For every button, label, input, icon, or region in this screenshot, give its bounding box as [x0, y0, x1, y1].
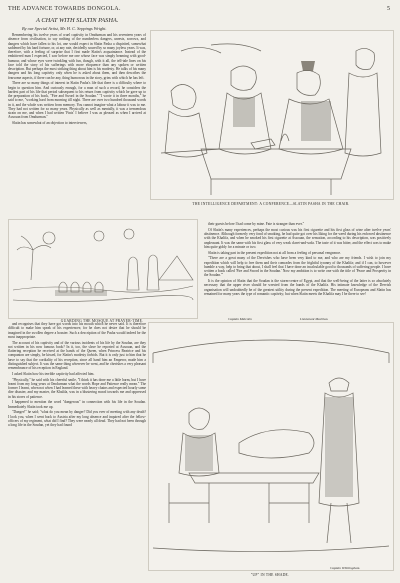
paragraph: I happened to mention the word "dangerous" in connection with his life in the Soudan. Immediately Slatin took me up.	[8, 400, 146, 409]
paragraph: Remembering his twelve years of cruel captivity in Omdurman and his seventeen years of absence from civilisation, to say nothing of the numberless dangers, unrests, sorrows, and dangers which have fallen to his lot, one would expect in Slatin Pasha a dispirited, somewhat saddened by his hard fortune, or, at any rate, decidedly soured by so many joyless years. It was, therefore, with a feeling of surprise that I first made Slatin's acquaintance. Instead of the embittered man I expected, I saw before me one whose face was simply beaming with good-humour, and whose eyes were twinkling with fun, though, with it all, the tell-tale lines on his face told the story of his sufferings with more eloquence than any spoken or written description. But perhaps the most striking thing about him is his modesty. He talks of his many dangers and his long captivity only when he is asked about them, and then describes the fearsome aspects, if there can be any, thing humorous in the story, grins with which he has left.	[8, 33, 146, 80]
figure-label-right: Lieutenant Machlan.	[300, 317, 329, 321]
mosque-sketch	[9, 220, 197, 318]
article-column-right	[204, 222, 391, 312]
article-title: A CHAT WITH SLATIN PASHA.	[36, 17, 119, 24]
paragraph: "There are a great many of the Dervishes who have been very kind to me, and who are my friends. I wish to join my expedition which will help to free them and their comrades from the frightful tyranny of the Khalifa; and if I can, to however humble a way, help to bring that about, I shall feel that I have done an incalculable good to thousands of suffering people. I have written a book called 'Fire and Sword in the Soudan.' Now my ambition is to write one with the title of 'Peace and Prosperity in the Soudan.'"	[204, 256, 391, 278]
paragraph: Slatin has somewhat of an objection to interviewers,	[12, 121, 88, 125]
paragraph: It is the opinion of Slatin that the Soudan is the storm-centre of Egypt, and that the well-being of the latter is so absolutely necessary that the upper river should be wrested from the hands of the Khalifa. His intimate knowledge of the Dervish organisation will undoubtedly be of the greatest utility during the present expedition. The meeting of Europeans and Slatin has remained for many years the type of romantic captivity; but when Slatin meets the Khalifa may I be there to see!	[204, 279, 391, 296]
caption-up-in-the-shade: "UP" IN THE SHADE.	[250, 573, 290, 577]
paragraph: There are so many things of interest in Slatin Pasha's life that there is a difficulty where to begin to question him. And curiously enough, for a man of such a record, he considers the hardest part of his life that period subsequent to his return from captivity which he gave up to the preparation of his book, "Fire and Sword in the Soudan." "I wrote it in three months," he said to me, "working hard from morning till night. There are over two hundred thousand words in it, and the whole was written from memory. You cannot imagine what a labour it was to me. They had not written for so many years. Physically as well as mentally, it was a tremendous strain on me, and when I had written 'Finis' I believe I was as pleased as when I arrived at Assouan from Omdurman."	[8, 81, 146, 120]
illustration-conference	[150, 30, 394, 200]
conference-sketch	[151, 31, 393, 199]
caption-conference: THE INTELLIGENCE DEPARTMENT: A CONFERENCE—SLATIN PASHA IN THE CHAIR.	[192, 202, 350, 206]
paragraph: The account of his captivity and of the various incidents of his life by the Soudan, are they not written in his now famous book? In it, too, the slave he reported at Assouan, and the flattering reception he received at the hands of the Queen, when Princess Beatrice and his companion are simply, he kissed, for Slatin's modesty forbids. But it is only just to him that he have to say that the cordiality of his reception, since all hand him an Emperor, made him a distinguished subject. It was the same thing wherever he went, and he cherishes a very pleasant remembrance of his reception in England.	[8, 340, 146, 370]
shade-sketch	[149, 323, 393, 570]
figure-label-left: Captain Malcolm	[228, 317, 252, 321]
illustration-up-in-the-shade	[148, 322, 394, 571]
article-column-top-left	[8, 33, 146, 219]
paragraph: their guests before I had come by mine. Fate is stranger than ever."	[208, 222, 305, 226]
caption-mosque-guard: GUARDING THE MOSQUE AT PRAYER-TIME.	[60, 319, 144, 323]
article-column-bottom-left	[8, 322, 146, 554]
figure-label-bottom: Captain Whittingham.	[330, 566, 361, 570]
paragraph: and recognises that they have got words into his mouth which he never said. It is therefore difficult to make him speak of his experiences; for he does not desire that he should be imagined in the swollen degree a boaster. Such a description of the Pasha would indeed be the most inappropriate.	[8, 322, 146, 339]
paragraph: "Danger!" he said; "what do you mean by danger? Did you ever of meeting with any death? I look you, when I went back to Austria after my long absence and inquired after the fellow-officers of my regiment, what did I find? They were nearly all dead. They had not been through a long life in the Soudan, yet they had found	[8, 410, 146, 427]
paragraph: "Physically," he said with his cheerful smile, "I think it has done me a little harm, but I have learnt from my long years at Omdurman what the words Hope and Patience really mean." The former I learnt, when not when I had learned these with heavy chains and expected hourly some dire disaster, and my master, the Khalifa, was in a blustering mood towards me and oppressed in his stores of patience.	[8, 377, 146, 399]
paragraph: Slatin is taking part in the present expedition not at all from a feeling of personal vengeance.	[208, 250, 342, 255]
illustration-mosque-guard	[8, 219, 198, 319]
paragraph: I asked Slatin how his terrible captivity had affected him.	[12, 371, 95, 376]
article-byline: By our Special Artist, Mr. H. C. Seppings Wright.	[22, 26, 107, 31]
page-number: 5	[387, 6, 390, 12]
paragraph: Of Slatin's many experiences, perhaps the most curious was his first cigarette and his first glass of wine after twelve years' abstinence. Although formerly very fond of smoking, he had quite got over his liking for the weed during his enforced abstinence with the Khalifa, and when he smoked his first cigarette at Assouan, the sensation, according to his description, was positively unpleasant. It was the same with his first glass of very weak claret-and-soda. The taste of it was bitter, and the effect was to make him quite giddy for a minute or two.	[204, 227, 391, 249]
running-head: THE ADVANCE TOWARDS DONGOLA.	[8, 6, 121, 12]
